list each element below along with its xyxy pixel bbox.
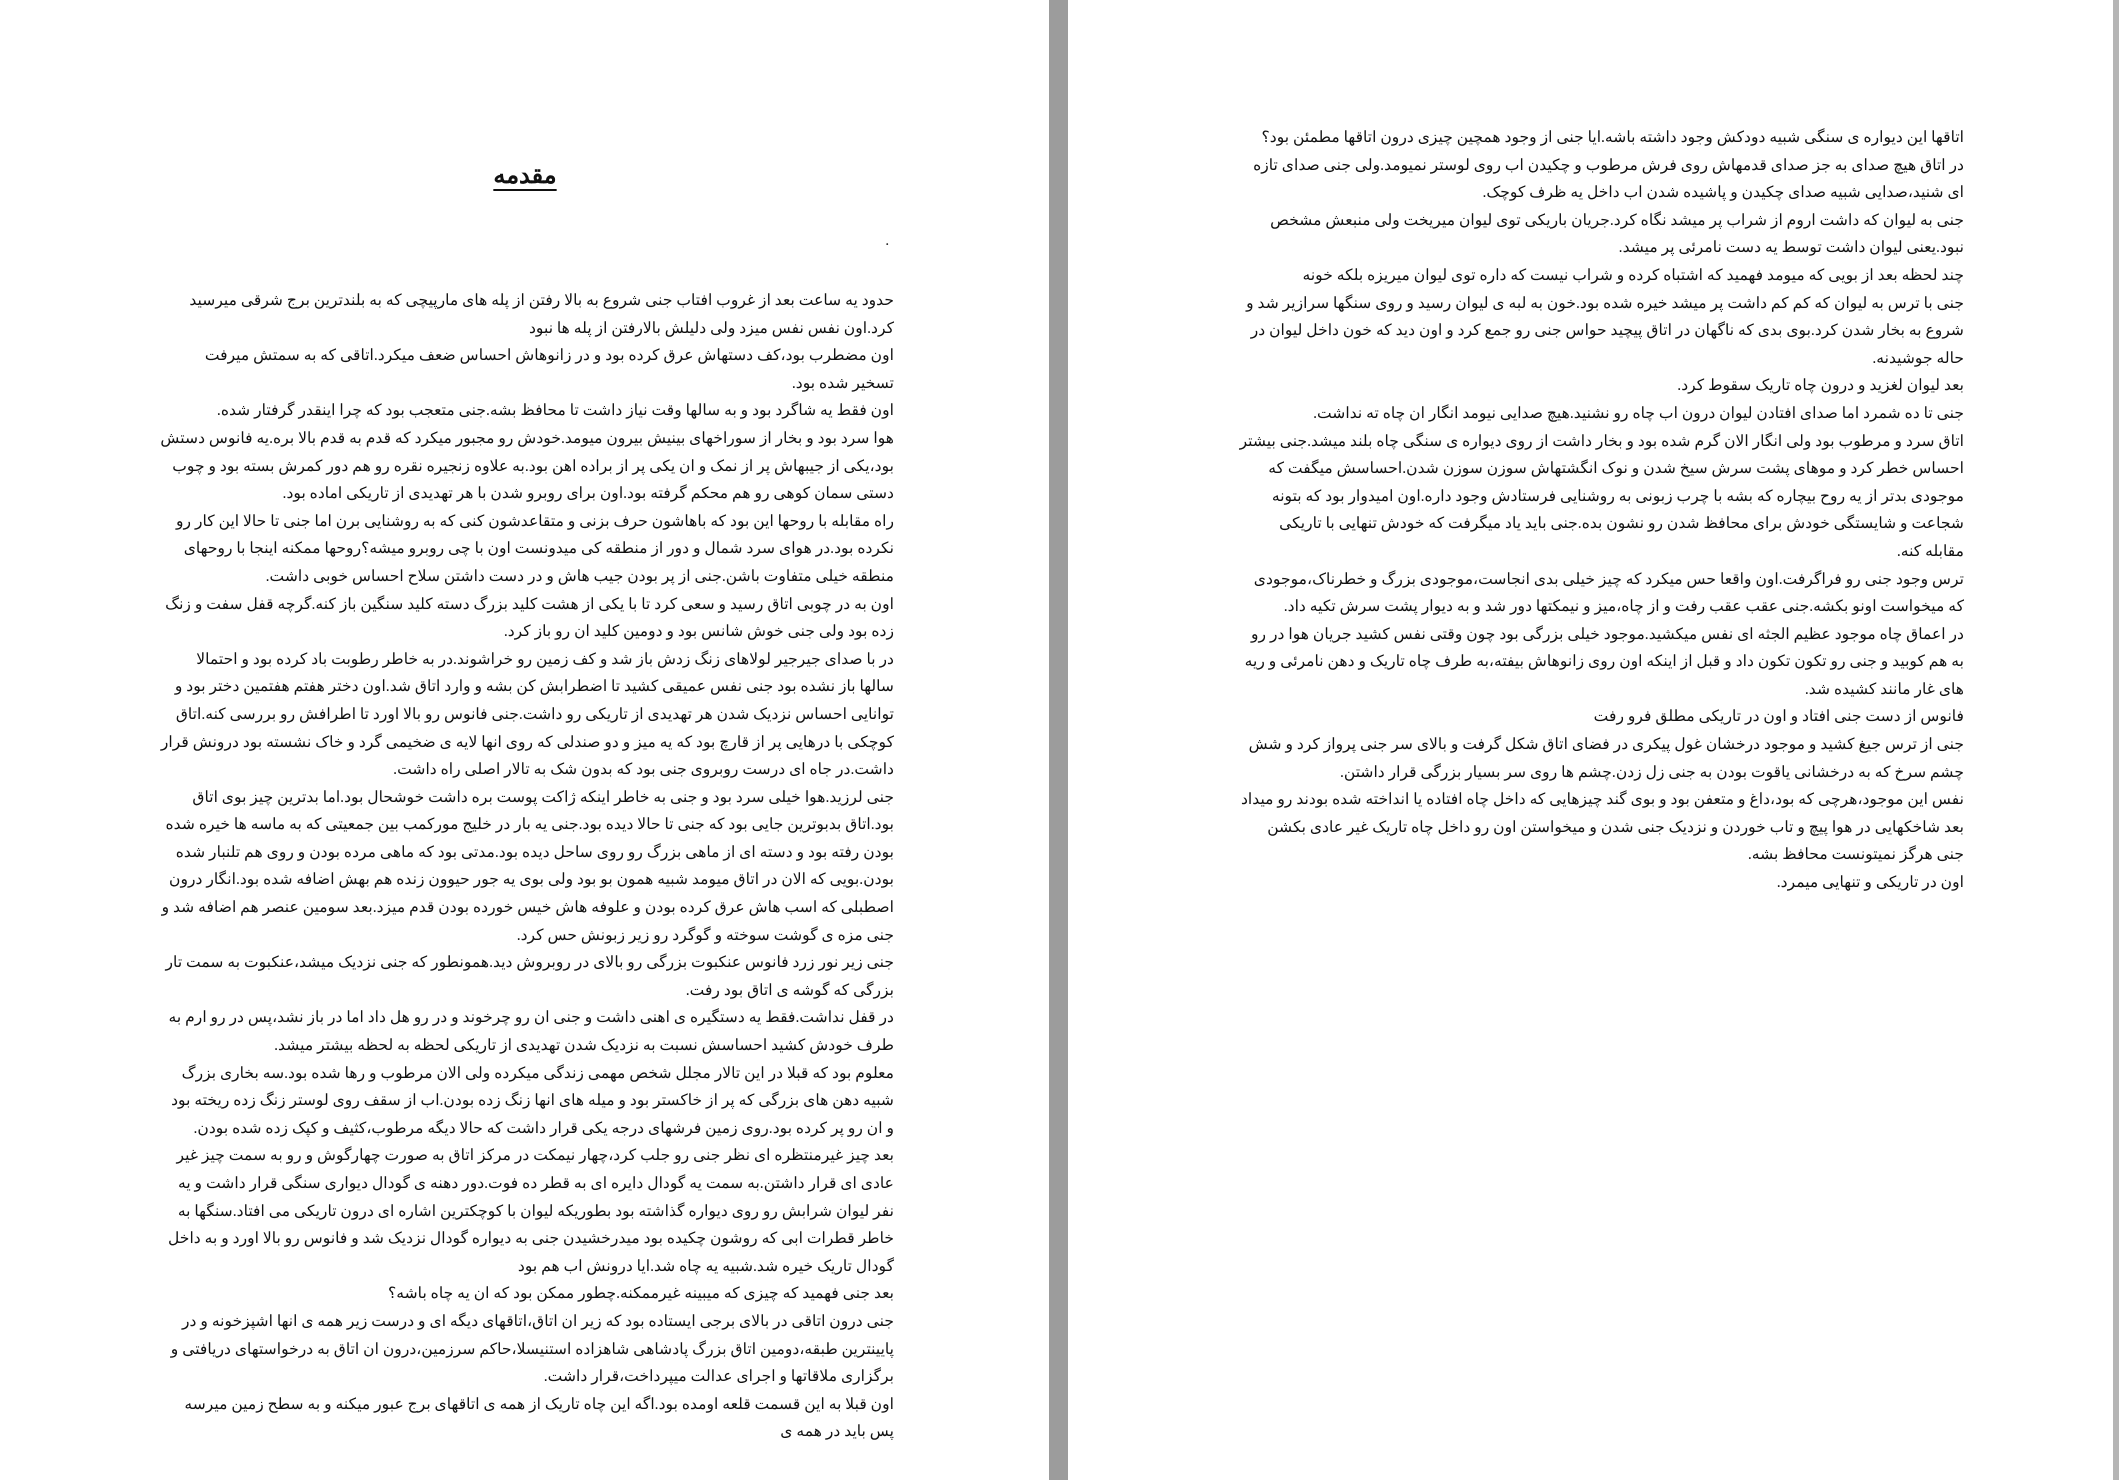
document-page-left — [0, 0, 1049, 1480]
right-page-text — [1238, 124, 1964, 897]
paragraph: ترس وجود جنی رو فراگرفت.اون واقعا حس میکرد که چیز خیلی بدی انجاست،موجودی بزرگ و خطرناک،موجودی که میخواست اونو بکشه.جنی عقب عقب رفت و از چاه،میز و نیمکتها دور شد و به دیوار پشت سرش تکیه داد. — [1253, 570, 1964, 616]
paragraph: در با صدای جیرجیر لولاهای زنگ زدش باز شد و کف زمین رو خراشوند.در به خاطر رطوبت باد کرده بود و احتمالا سالها باز نشده بود جنی نفس عمیقی کشید تا اضطرابش کن بشه و وارد اتاق شد.اون دختر هفتم هفتمین دختر بود و توانایی احساس نزدیک شدن هر تهدیدی از تاریکی رو داشت.جنی فانوس رو بالا اورد تا اطرافش رو بررسی کنه.اتاق کوچکی با درهایی پر از قارچ بود که یه میز و دو صندلی که روی انها لایه ی ضخیمی گرد و خاک نشسته بود درونش قرار داشت.در جاه ای درست روبروی جنی بود که بدون شک به تالار اصلی راه داشت. — [160, 650, 894, 779]
paragraph: اتاق سرد و مرطوب بود ولی انگار الان گرم شده بود و بخار داشت از روی دیواره ی سنگی چاه بلند میشد.جنی بیشتر احساس خطر کرد و موهای پشت سرش سیخ شدن و نوک انگشتهاش سوزن سوزن شدن.احساسش میگفت که موجودی بدتر از یه روح بیچاره که بشه با چرب زبونی به روشنایی فرستادش وجود داره.اون امیدوار بود که بتونه شجاعت و شایستگی خودش برای محافظ شدن رو نشون بده.جنی باید یاد میگرفت که خودش تنهایی با تاریکی مقابله کنه. — [1239, 432, 1964, 560]
paragraph: جنی به لیوان که داشت اروم از شراب پر میشد نگاه کرد.جریان باریکی توی لیوان میریخت ولی منبعش مشخص نبود.یعنی لیوان داشت توسط یه دست نامرئی پر میشد. — [1270, 211, 1964, 257]
document-page-right — [1068, 0, 2119, 1480]
paragraph: بعد شاخکهایی در هوا پیچ و تاب خوردن و نزدیک جنی شدن و میخواستن اون رو داخل چاه تاریک غیر عادی بکشن — [1267, 818, 1964, 836]
paragraph: راه مقابله با روحها این بود که باهاشون حرف بزنی و متقاعدشون کنی که به روشنایی برن اما جنی تا حالا این کار رو نکرده بود.در هوای سرد شمال و دور از منطقه کی میدونست اون با چی روبرو میشه؟روحها ممکنه اینجا با روحهای منطقه خیلی متفاوت باشن.جنی از پر بودن جیب هاش و در دست داشتن سلاح احساس خوبی داشت. — [176, 512, 894, 585]
paragraph: جنی تا ده شمرد اما صدای افتادن لیوان درون اب چاه رو نشنید.هیچ صدایی نیومد انگار ان چاه ته نداشت. — [1313, 404, 1964, 422]
paragraph: بعد لیوان لغزید و درون چاه تاریک سقوط کرد. — [1677, 377, 1964, 395]
paragraph: جنی از ترس جیغ کشید و موجود درخشان غول پیکری در فضای اتاق شکل گرفت و بالای سر جنی پرواز کرد و شش چشم سرخ که به درخشانی یاقوت بودن به جنی زل زدن.چشم ها روی سر بسیار بزرگی قرار داشتن. — [1248, 736, 1964, 781]
paragraph: اون به در چوبی اتاق رسید و سعی کرد تا با یکی از هشت کلید بزرگ دسته کلید سنگین باز کنه.گرچه قفل سفت و زنگ زده بود ولی جنی خوش شانس بود و دومین کلید ان رو باز کرد. — [165, 595, 894, 641]
vertical-scrollbar[interactable] — [2113, 0, 2119, 1480]
paragraph: نفس این موجود،هرچی که بود،داغ و متعفن بود و بوی گند چیزهایی که داخل چاه افتاده یا انداخته شده بودند رو میداد — [1240, 791, 1964, 809]
paragraph: معلوم بود که قبلا در این تالار مجلل شخص مهمی زندگی میکرده ولی الان مرطوب و رها شده بود.سه بخاری بزرگ شبیه دهن های بزرگی که پر از خاکستر بود و میله های انها زنگ زده بودن.اب از سقف روی لوستر زنگ زده ریخته بود و ان رو پر کرده بود.روی زمین فرشهای درجه یکی قرار داشت که حالا دیگه مرطوب،کثیف و کپک زده شده بودن. — [171, 1064, 894, 1137]
paragraph: اتاقها این دیواره ی سنگی شبیه دودکش وجود داشته باشه.ایا جنی از وجود همچین چیزی درون اتاقها مطمئن بود؟ — [1261, 129, 1964, 146]
paragraph: چند لحظه بعد از بویی که میومد فهمید که اشتباه کرده و شراب نیست که داره توی لیوان میریزه بلکه خونه — [1302, 266, 1964, 284]
paragraph: بعد چیز غیرمنتظره ای نظر جنی رو جلب کرد،چهار نیمکت در مرکز اتاق به صورت چهارگوش و رو به سمت چیز غیر عادی ای قرار داشتن.به سمت یه گودال دایره ای به قطر ده فوت.دور دهنه ی گودال دیواری سنگی قرار داشت و یه نفر لیوان شرابش رو روی دیواره گذاشته بود بطوریکه لیوان با کوچکترین اشاره ای درون تاریکی می افتاد.سنگها به خاطر قطرات ابی که روشون چکیده بود میدرخشیدن جنی به دیواره گودال نزدیک شد و فانوس رو بالا اورد و به داخل گودال تاریک خیره شد.شبیه یه چاه شد.ایا درونش اب هم بود — [168, 1147, 894, 1275]
paragraph: اون قبلا به این قسمت قلعه اومده بود.اگه این چاه تاریک از همه ی اتاقهای برج عبور میکنه و به سطح زمین میرسه پس باید در همه ی — [184, 1395, 894, 1441]
paragraph: جنی با ترس به لیوان که کم کم داشت پر میشد خیره شده بود.خون به لبه ی لیوان رسید و روی سنگها سرازیر شد و شروع به بخار شدن کرد.بوی بدی که ناگهان در اتاق پیچید حواس جنی رو جمع کرد و اون دید که خون داخل لیوان در حاله جوشیدنه. — [1246, 294, 1964, 367]
paragraph: اون در تاریکی و تنهایی میمرد. — [1776, 874, 1964, 892]
paragraph: جنی لرزید.هوا خیلی سرد بود و جنی به خاطر اینکه ژاکت پوست بره داشت خوشحال بود.اما بدترین چیز بوی اتاق بود.اتاق بدبوترین جایی بود که جنی تا حالا دیده بود.جنی یه بار در خلیج مورکمب بین جمعیتی که به ماسه ها خیره شده بودن رفته بود و دسته ای از ماهی بزرگ رو روی ساحل دیده بود.مدتی بود که ماهی مرده بودن و روی هم تلنبار شده بودن.بویی که الان در اتاق میومد شبیه همون بو بود ولی بوی یه جور حیوون زنده هم بهش اضافه شده بود.انگار درون اصطبلی که اسب هاش عرق کرده بودن و علوفه هاش خیس خورده بودن قدم میزد.بعد سومین عنصر هم اضافه شد و جنی مزه ی گوشت سوخته و گوگرد رو زیر زبونش حس کرد. — [161, 788, 894, 944]
stray-dot: . — [885, 233, 890, 249]
paragraph: در اتاق هیچ صدای به جز صدای قدمهاش روی فرش مرطوب و چکیدن اب روی لوستر نمیومد.ولی جنی صدای تازه ای شنید،صدایی شبیه صدای چکیدن و پاشیده شدن اب داخل یه ظرف کوچک. — [1253, 156, 1964, 202]
paragraph: در قفل نداشت.فقط یه دستگیره ی اهنی داشت و جنی ان رو چرخوند و در رو هل داد اما در باز نشد،پس در رو ارم به طرف خودش کشید احساسش نسبت به نزدیک شدن تهدیدی از تاریکی لحظه به لحظه بیشتر میشد. — [168, 1009, 894, 1055]
paragraph: هوا سرد بود و بخار از سوراخهای بینیش بیرون میومد.خودش رو مجبور میکرد که قدم به قدم بالا بره.یه فانوس دستش بود،یکی از جیبهاش پر از نمک و ان یکی پر از براده اهن بود.به علاوه زنجیره نقره رو هم دور کمرش بسته بود و چوب دستی سمان کوهی رو هم محکم گرفته بود.اون برای روبرو شدن با هر تهدیدی از تاریکی اماده بود. — [160, 429, 894, 503]
paragraph: جنی هرگز نمیتونست محافظ بشه. — [1747, 846, 1964, 864]
paragraph: در اعماق چاه موجود عظیم الجثه ای نفس میکشید.موجود خیلی بزرگی بود چون وقتی نفس کشید جریان هوا در رو به هم کوبید و جنی رو تکون تکون داد و قبل از اینکه اون روی زانوهاش بیفته،به طرف چاه تاریک و دهن نامرئی و ریه های غار مانند کشیده شد. — [1244, 625, 1964, 698]
paragraph: اون مضطرب بود،کف دستهاش عرق کرده بود و در زانوهاش احساس ضعف میکرد.اتاقی که به سمتش میرفت تسخیر شده بود. — [204, 347, 894, 392]
paragraph: جنی درون اتاقی در بالای برجی ایستاده بود که زیر ان اتاق،اتاقهای دیگه ای و درست زیر همه ی انها اشپزخونه و در پایینترین طبقه،دومین اتاق بزرگ پادشاهی شاهزاده استنیسلا،حاکم سرزمین،درون ان اتاق به درخواستهای دریافتی و برگزاری ملاقاتها و اجرای عدالت میپرداخت،قرار داشت. — [170, 1312, 894, 1386]
page-heading: مقدمه — [493, 160, 557, 189]
paragraph: جنی زیر نور زرد فانوس عنکبوت بزرگی رو بالای در روبروش دید.همونطور که جنی نزدیک میشد،عنکبوت به سمت تار بزرگی که گوشه ی اتاق بود رفت. — [165, 954, 894, 999]
paragraph: حدود یه ساعت بعد از غروب افتاب جنی شروع به بالا رفتن از پله های مارپیچی که به بلندترین برج شرقی میرسید کرد.اون نفس نفس میزد ولی دلیلش بالارفتن از پله ها نبود — [189, 292, 894, 337]
paragraph: فانوس از دست جنی افتاد و اون در تاریکی مطلق فرو رفت — [1593, 708, 1964, 726]
paragraph: بعد جنی فهمید که چیزی که میبینه غیرممکنه.چطور ممکن بود که ان یه چاه باشه؟ — [387, 1285, 894, 1303]
page-gutter — [1049, 0, 1068, 1480]
left-page-text — [160, 287, 894, 1446]
paragraph: اون فقط یه شاگرد بود و به سالها وقت نیاز داشت تا محافظ بشه.جنی متعجب بود که چرا اینقدر گرفتار شده. — [216, 402, 894, 420]
